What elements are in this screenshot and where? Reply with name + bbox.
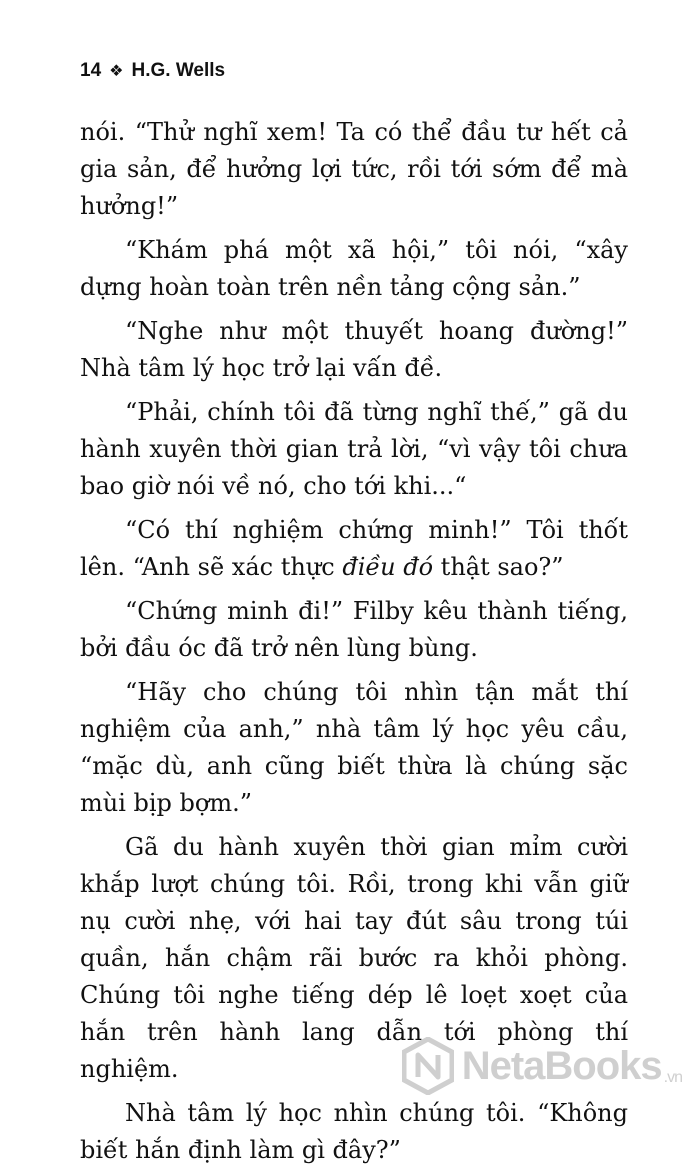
paragraph-1: nói. “Thử nghĩ xem! Ta có thể đầu tư hết cả gia sản, để hưởng lợi tức, rồi tới sớm để mà hưởng!” [80, 118, 628, 220]
paragraph-6: “Chứng minh đi!” Filby kêu thành tiếng, bởi đầu óc đã trở nên lùng bùng. [80, 597, 628, 662]
running-header [80, 60, 225, 82]
page-body [80, 114, 628, 1176]
paragraph-8: Gã du hành xuyên thời gian mỉm cười khắp lượt chúng tôi. Rồi, trong khi vẫn giữ nụ cười nhẹ, với hai tay đút sâu trong túi quần, hắn chậm rãi bước ra khỏi phòng. Chúng tôi nghe tiếng dép lê loẹt xoẹt của hắn trên hành lang dẫn tới phòng thí nghiệm. [80, 833, 628, 1083]
paragraph-4: “Phải, chính tôi đã từng nghĩ thế,” gã du hành xuyên thời gian trả lời, “vì vậy tôi chưa bao giờ nói về nó, cho tới khi...“ [80, 398, 628, 500]
paragraph-5-text: “Có thí nghiệm chứng minh!” Tôi thốt lên. “Anh sẽ xác thực [80, 516, 628, 581]
paragraph-5-text-end: thật sao?” [433, 553, 564, 581]
paragraph-5-emphasis: điều đó [342, 553, 434, 581]
paragraph-9: Nhà tâm lý học nhìn chúng tôi. “Không biết hắn định làm gì đây?” [80, 1099, 628, 1164]
author-name: H.G. Wells [131, 60, 226, 81]
page-number: 14 [80, 60, 102, 81]
paragraph-7: “Hãy cho chúng tôi nhìn tận mắt thí nghiệm của anh,” nhà tâm lý học yêu cầu, “mặc dù, anh cũng biết thừa là chúng sặc mùi bịp bợm.” [80, 678, 628, 817]
paragraph-3: “Nghe như một thuyết hoang đường!” Nhà tâm lý học trở lại vấn đề. [80, 317, 628, 382]
paragraph-2: “Khám phá một xã hội,” tôi nói, “xây dựng hoàn toàn trên nền tảng cộng sản.” [80, 236, 628, 301]
ornament-separator: ❖ [109, 63, 124, 80]
watermark-brand: NetaBooks [461, 1043, 662, 1088]
paragraph-5 [80, 512, 628, 586]
watermark-domain: .vn [663, 1069, 682, 1086]
netabooks-logo-icon [402, 1037, 454, 1095]
netabooks-watermark [402, 1037, 682, 1095]
